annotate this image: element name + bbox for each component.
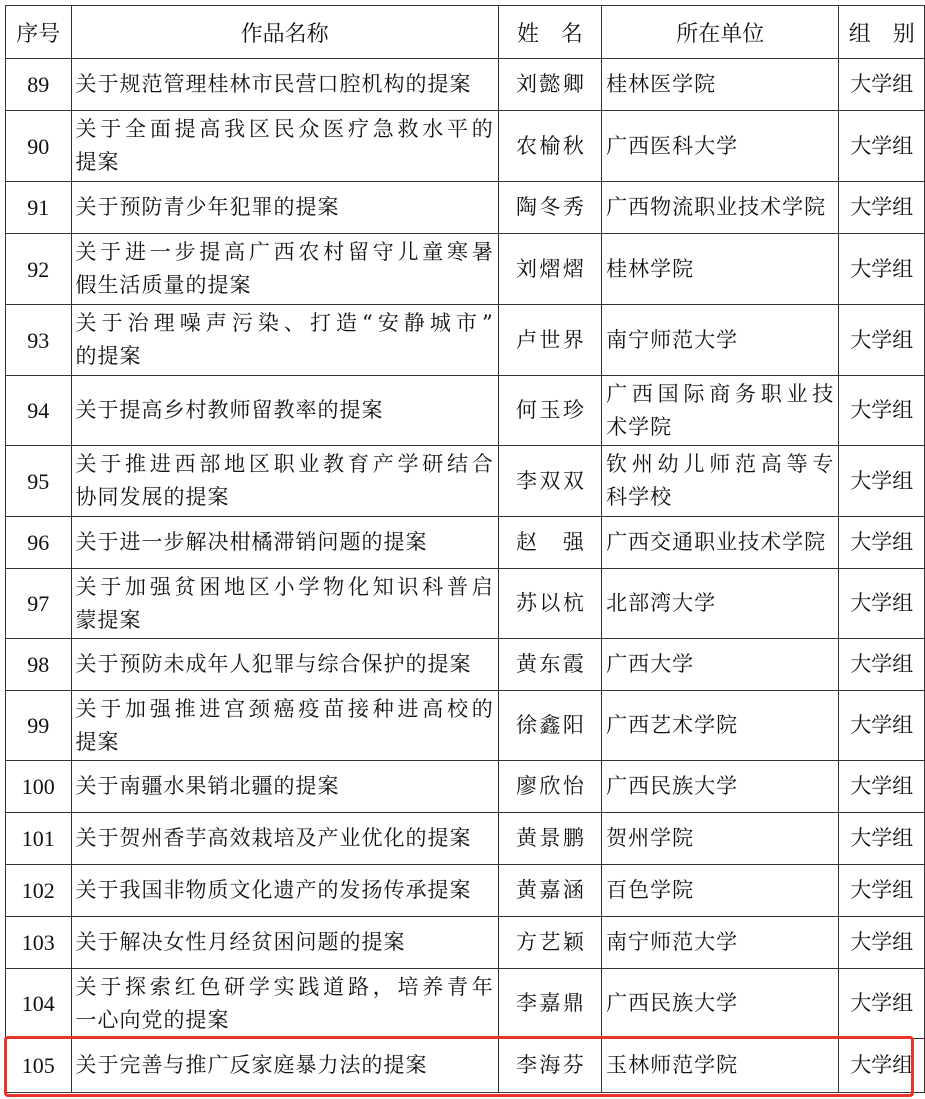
unit-line: 广西大学 [606,652,695,676]
header-unit: 所在单位 [602,6,839,59]
title-line: 蒙提案 [75,607,142,632]
cell-name [498,305,601,376]
table-row [6,234,925,305]
title-line: 关于贺州香芋高效栽培及产业优化的提案 [75,826,472,850]
table-row [6,639,925,691]
cell-unit [602,969,839,1039]
title-line: 关于提高乡村教师留教率的提案 [75,398,384,422]
name-text: 李海芬 [515,1053,584,1077]
cell-unit [602,917,839,969]
header-name-text: 姓 名 [516,21,583,47]
table-row [6,111,925,182]
table-row [6,917,925,969]
name-text: 刘懿卿 [515,72,584,96]
cell-no: 93 [6,305,72,376]
unit-line: 广西国际商务职业技 [606,381,835,406]
cell-group: 大学组 [839,305,925,376]
cell-unit [602,865,839,917]
cell-group: 大学组 [839,446,925,517]
cell-title [71,1039,498,1093]
cell-title [71,813,498,865]
unit-line: 广西交通职业技术学院 [606,530,827,554]
cell-group: 大学组 [839,917,925,969]
cell-name [498,111,601,182]
name-text: 廖欣怡 [515,774,584,798]
cell-group: 大学组 [839,813,925,865]
cell-name [498,182,601,234]
table-row [6,517,925,569]
unit-line: 广西艺术学院 [606,713,739,737]
cell-no: 97 [6,569,72,639]
cell-title [71,446,498,517]
cell-no: 103 [6,917,72,969]
cell-group: 大学组 [839,234,925,305]
title-line: 关于进一步解决柑橘滞销问题的提案 [75,530,428,554]
unit-line: 南宁师范大学 [606,327,739,352]
cell-group: 大学组 [839,865,925,917]
title-line: 关于完善与推广反家庭暴力法的提案 [75,1053,428,1077]
table-row [6,182,925,234]
cell-name [498,517,601,569]
cell-no: 102 [6,865,72,917]
unit-line: 百色学院 [606,878,695,902]
cell-group: 大学组 [839,517,925,569]
title-line: 关于南疆水果销北疆的提案 [75,774,340,798]
title-line: 关于预防青少年犯罪的提案 [75,195,340,219]
title-line: 提案 [75,729,120,754]
name-text: 李双双 [515,468,584,493]
table-row [6,969,925,1039]
name-text: 黄景鹏 [515,826,584,850]
cell-title [71,917,498,969]
cell-title [71,376,498,446]
cell-unit [602,182,839,234]
cell-group: 大学组 [839,1039,925,1093]
cell-name [498,917,601,969]
unit-line: 桂林学院 [606,256,695,281]
unit-line: 桂林医学院 [606,72,717,96]
cell-title [71,865,498,917]
cell-name [498,969,601,1039]
cell-name [498,446,601,517]
cell-name [498,59,601,111]
cell-unit [602,111,839,182]
cell-name [498,376,601,446]
cell-group: 大学组 [839,969,925,1039]
title-line: 假生活质量的提案 [75,273,252,297]
name-text: 何玉珍 [515,398,584,422]
table-row [6,813,925,865]
title-line: 关于探索红色研学实践道路，培养青年 [75,974,494,999]
table-row [6,761,925,813]
name-text: 黄东霞 [515,652,584,676]
cell-name [498,1039,601,1093]
cell-unit [602,446,839,517]
table-row [6,569,925,639]
cell-group: 大学组 [839,376,925,446]
title-line: 关于加强贫困地区小学物化知识科普启 [75,574,494,599]
name-text: 农榆秋 [515,133,584,158]
cell-name [498,691,601,761]
title-line: 提案 [75,150,120,174]
title-line: 关于规范管理桂林市民营口腔机构的提案 [75,72,472,96]
cell-no: 92 [6,234,72,305]
cell-no: 91 [6,182,72,234]
title-line: 关于全面提高我区民众医疗急救水平的 [75,117,494,141]
title-line: 一心向党的提案 [75,1007,230,1032]
table-row [6,691,925,761]
title-line: 关于我国非物质文化遗产的发扬传承提案 [75,878,472,902]
cell-unit [602,376,839,446]
title-line: 关于推进西部地区职业教育产学研结合 [75,452,494,476]
name-text: 卢世界 [515,327,584,352]
cell-unit [602,639,839,691]
title-line: 关于进一步提高广西农村留守儿童寒暑 [75,240,494,264]
unit-line: 广西物流职业技术学院 [606,195,827,219]
award-table [5,5,925,1093]
table-row [6,446,925,517]
table-row [6,59,925,111]
cell-no: 89 [6,59,72,111]
cell-unit [602,305,839,376]
cell-unit [602,59,839,111]
cell-unit [602,569,839,639]
cell-no: 95 [6,446,72,517]
cell-unit [602,1039,839,1093]
cell-no: 90 [6,111,72,182]
cell-no: 100 [6,761,72,813]
name-text: 陶冬秀 [515,195,584,219]
table-row [6,305,925,376]
header-title: 作品名称 [71,6,498,59]
header-no: 序号 [6,6,72,59]
cell-unit [602,761,839,813]
header-name [498,6,601,59]
table-row [6,865,925,917]
cell-name [498,639,601,691]
cell-unit [602,517,839,569]
cell-title [71,305,498,376]
unit-line: 科学校 [606,485,673,509]
cell-name [498,865,601,917]
cell-no: 101 [6,813,72,865]
name-text: 李嘉鼎 [515,991,584,1015]
cell-name [498,813,601,865]
cell-group: 大学组 [839,639,925,691]
cell-title [71,182,498,234]
cell-title [71,639,498,691]
cell-no: 104 [6,969,72,1039]
unit-line: 贺州学院 [606,826,695,850]
header-row [6,6,925,59]
table-row [6,1039,925,1093]
title-line: 的提案 [75,344,142,368]
unit-line: 北部湾大学 [606,591,717,615]
title-line: 关于治理噪声污染、打造“安静城市” [75,311,494,335]
cell-title [71,969,498,1039]
name-text: 黄嘉涵 [515,878,584,902]
cell-no: 99 [6,691,72,761]
unit-line: 玉林师范学院 [606,1053,739,1077]
cell-group: 大学组 [839,569,925,639]
cell-title [71,111,498,182]
title-line: 协同发展的提案 [75,485,230,509]
header-group-text: 组 别 [848,21,915,47]
cell-no: 105 [6,1039,72,1093]
unit-line: 钦州幼儿师范高等专 [606,452,835,476]
cell-unit [602,234,839,305]
name-text: 刘熠熠 [515,256,584,281]
title-line: 关于预防未成年人犯罪与综合保护的提案 [75,652,472,676]
header-group [839,6,925,59]
name-text: 赵强 [515,530,584,554]
cell-group: 大学组 [839,182,925,234]
cell-group: 大学组 [839,691,925,761]
unit-line: 广西民族大学 [606,991,739,1015]
cell-group: 大学组 [839,761,925,813]
cell-no: 94 [6,376,72,446]
cell-no: 96 [6,517,72,569]
cell-title [71,234,498,305]
cell-unit [602,813,839,865]
title-line: 关于加强推进宫颈癌疫苗接种进高校的 [75,696,494,721]
cell-group: 大学组 [839,59,925,111]
cell-group: 大学组 [839,111,925,182]
cell-title [71,517,498,569]
cell-title [71,691,498,761]
cell-name [498,234,601,305]
cell-no: 98 [6,639,72,691]
name-text: 徐鑫阳 [515,713,584,737]
unit-line: 广西民族大学 [606,774,739,798]
cell-name [498,569,601,639]
cell-title [71,569,498,639]
name-text: 方艺颖 [515,930,584,954]
unit-line: 广西医科大学 [606,133,739,158]
cell-title [71,761,498,813]
cell-title [71,59,498,111]
unit-line: 术学院 [606,414,673,439]
name-text: 苏以杭 [515,591,584,615]
cell-unit [602,691,839,761]
table-row [6,376,925,446]
title-line: 关于解决女性月经贫困问题的提案 [75,930,406,954]
unit-line: 南宁师范大学 [606,930,739,954]
cell-name [498,761,601,813]
